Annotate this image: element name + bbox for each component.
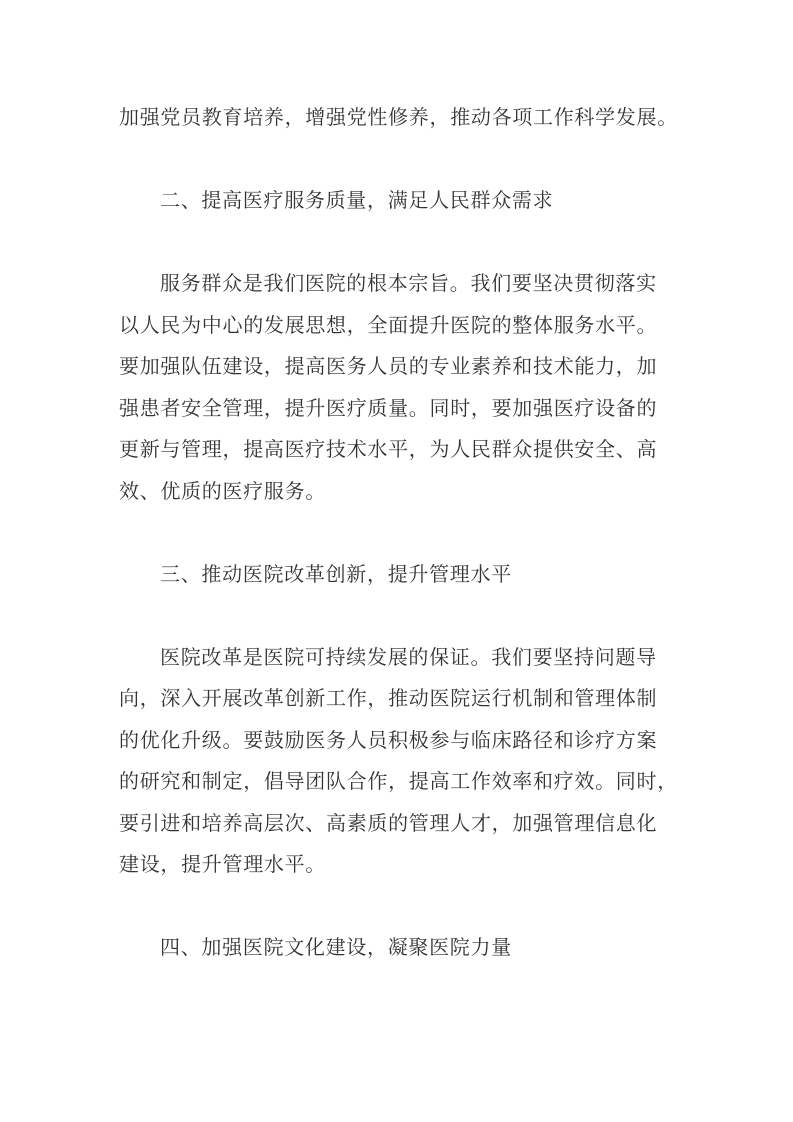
paragraph [119,264,753,513]
text-line: 的研究和制定，倡导团队合作，提高工作效率和疗效。同时， [119,771,678,793]
text-line: 建设，提升管理水平。 [119,854,326,876]
text-line: 更新与管理，提高医疗技术水平，为人民群众提供安全、高 [119,439,658,461]
text-line: 的优化升级。要鼓励医务人员积极参与临床路径和诊疗方案 [119,729,658,752]
text-line: 向，深入开展改革创新工作，推动医院运行机制和管理体制 [119,688,658,710]
text-line: 加强党员教育培养，增强党性修养，推动各项工作科学发展。 [119,107,678,129]
section-heading [119,928,753,970]
text-line: 要引进和培养高层次、高素质的管理人才，加强管理信息化 [119,812,658,835]
text-line: 服务群众是我们医院的根本宗旨。我们要坚决贯彻落实 [160,273,657,295]
text-line: 效、优质的医疗服务。 [119,480,326,503]
paragraph [119,98,753,140]
heading-line: 四、加强医院文化建设，凝聚医院力量 [160,937,512,959]
heading-line: 三、推动医院改革创新，提升管理水平 [160,563,512,586]
document-body [119,98,753,1011]
paragraph [119,638,753,887]
text-line: 以人民为中心的发展思想，全面提升医院的整体服务水平。 [119,314,658,337]
section-heading [119,555,753,597]
text-line: 医院改革是医院可持续发展的保证。我们要坚持问题导 [160,646,657,669]
text-line: 强患者安全管理，提升医疗质量。同时，要加强医疗设备的 [119,397,658,420]
heading-line: 二、提高医疗服务质量，满足人民群众需求 [160,190,554,212]
text-line: 要加强队伍建设，提高医务人员的专业素养和技术能力，加 [119,356,658,378]
section-heading [119,181,753,223]
